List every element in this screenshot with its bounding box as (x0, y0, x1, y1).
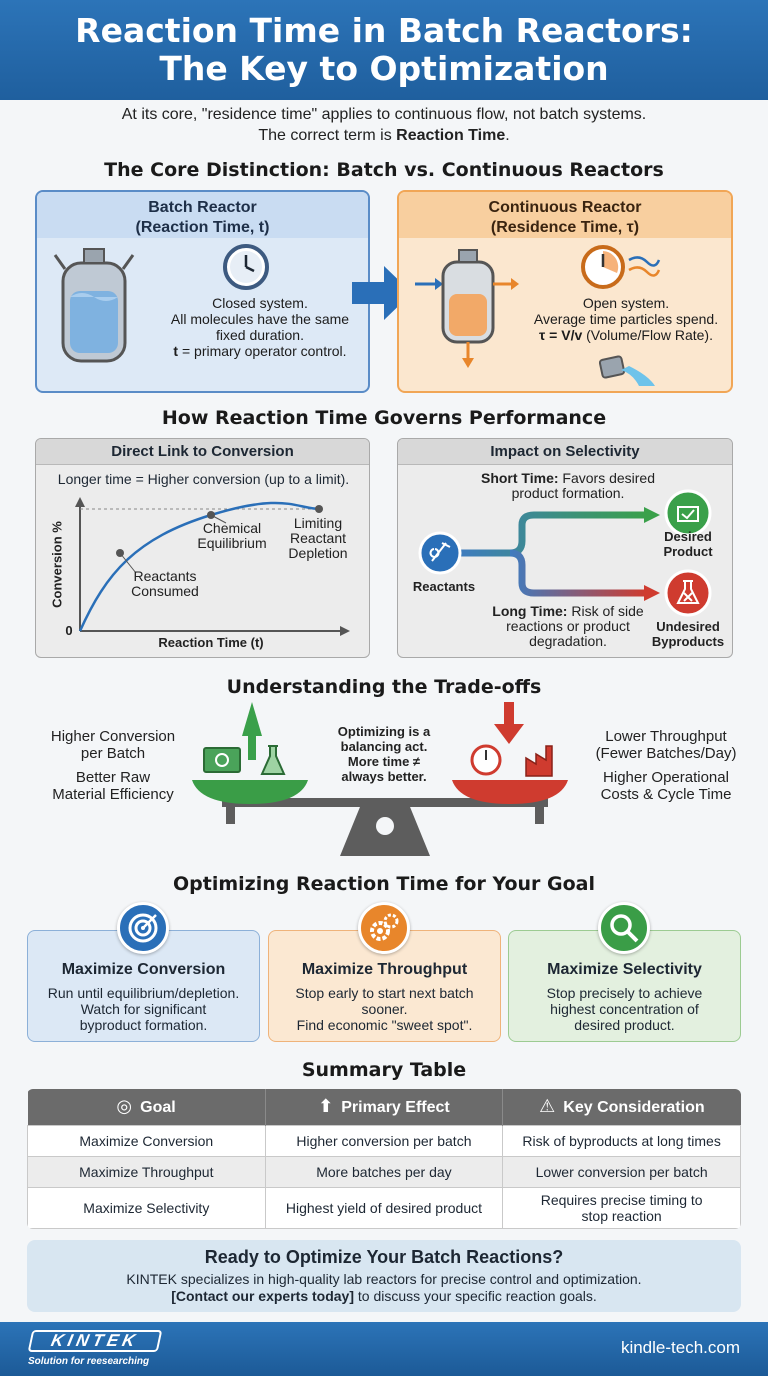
continuous-title: Continuous Reactor (488, 199, 642, 216)
continuous-description (517, 295, 733, 343)
intro-line2-bold: Reaction Time (396, 127, 506, 144)
target-icon (117, 902, 169, 954)
clock-icon (221, 242, 271, 292)
cta-description (27, 1271, 741, 1305)
magnifier-icon (598, 902, 650, 954)
cell-consideration: Lower conversion per batch (503, 1156, 741, 1187)
annotation3-line3: Depletion (288, 545, 348, 561)
page-title-line1: Reaction Time in Batch Reactors: (75, 11, 693, 50)
annotation-limiting-reactant (278, 516, 358, 561)
conversion-subtitle: Longer time = Higher conversion (up to a limit). (57, 471, 350, 487)
batch-panel-header (37, 192, 368, 238)
cta-line2-text: to discuss your specific reaction goals. (354, 1288, 597, 1304)
header-goal-label: Goal (140, 1099, 176, 1117)
intro-line1: At its core, "residence time" applies to continuous flow, not batch systems. (121, 106, 647, 123)
cost2-line2: Costs & Cycle Time (600, 786, 732, 803)
cost2-line1: Higher Operational (603, 769, 729, 786)
arrow-up-icon: ⬆ (318, 1096, 334, 1117)
goal-conversion-desc (28, 985, 259, 1033)
conversion-ylabel: Conversion % (49, 521, 65, 608)
goal-selectivity-l1: Stop precisely to achieve (546, 985, 703, 1001)
benefit2-line2: Material Efficiency (52, 786, 174, 803)
goal-selectivity-desc (509, 985, 740, 1033)
cell-consideration: Risk of byproducts at long times (503, 1125, 741, 1156)
goal-selectivity-title: Maximize Selectivity (547, 961, 702, 978)
cell-effect: More batches per day (265, 1156, 503, 1187)
intro-text (0, 104, 768, 146)
intro-line2 (0, 125, 768, 146)
long-time-line2: reactions or product (506, 618, 630, 634)
target-icon: ◎ (116, 1096, 133, 1117)
section-title-performance: How Reaction Time Governs Performance (161, 407, 607, 429)
section-title-goals: Optimizing Reaction Time for Your Goal (173, 873, 595, 895)
cost1-line1: Lower Throughput (605, 728, 727, 745)
annotation3-line2: Reactant (289, 530, 347, 546)
contact-experts-link[interactable]: [Contact our experts today] (171, 1288, 355, 1304)
conversion-xlabel: Reaction Time (t) (158, 635, 264, 650)
undesired-line1: Undesired (656, 619, 720, 634)
short-time-label: Short Time: (480, 470, 559, 486)
batch-desc-l3: fixed duration. (216, 327, 304, 343)
benefit1-line2: per Batch (80, 745, 146, 762)
batch-desc-l4 (155, 343, 365, 359)
cont-desc-l3-text: (Volume/Flow Rate). (582, 327, 713, 343)
goal-selectivity-l2: highest concentration of (550, 1001, 699, 1017)
cont-desc-l3-bold: τ = V/v (539, 327, 583, 343)
conversion-origin: 0 (65, 623, 73, 638)
long-time-text: Risk of side (567, 603, 644, 619)
continuous-panel-header (399, 192, 731, 238)
balance-line4: always better. (341, 769, 427, 784)
table-row (28, 1125, 741, 1156)
tradeoff-benefit-2 (40, 769, 186, 803)
reactants-label: Reactants (412, 579, 476, 594)
goal-throughput-desc (269, 985, 500, 1033)
goal-throughput-l3: Find economic "sweet spot". (296, 1017, 473, 1033)
tradeoff-benefit-1 (40, 728, 186, 762)
section-title-distinction: The Core Distinction: Batch vs. Continuous Reactors (104, 159, 664, 181)
page-header (0, 0, 768, 100)
goal-selectivity-l3: desired product. (574, 1017, 675, 1033)
short-time-text: Favors desired (558, 470, 655, 486)
gears-icon (358, 902, 410, 954)
long-time-line3: degradation. (529, 633, 607, 649)
annotation1-line1: Reactants (133, 568, 197, 584)
cell-goal: Maximize Throughput (28, 1156, 266, 1187)
cell-consideration: Requires precise timing to stop reaction (503, 1187, 741, 1228)
balance-line3: More time ≠ (347, 754, 421, 769)
intro-line2-suffix: . (505, 127, 510, 144)
goal-conversion-l1: Run until equilibrium/depletion. (47, 985, 240, 1001)
desired-product-label (648, 529, 728, 559)
goal-throughput-l1: Stop early to start next batch (295, 985, 474, 1001)
continuous-reactor-vessel-icon (413, 248, 523, 372)
batch-desc-l2: All molecules have the same (170, 311, 350, 327)
conversion-card (35, 438, 370, 658)
batch-desc-l4-text: = primary operator control. (178, 343, 347, 359)
summary-header-row (28, 1089, 741, 1125)
annotation2-line2: Equilibrium (197, 535, 267, 551)
batch-title: Batch Reactor (148, 199, 257, 216)
page-footer (0, 1322, 768, 1376)
pipe-outflow-icon (599, 352, 659, 392)
warning-icon: ⚠ (539, 1096, 556, 1117)
selectivity-card-title: Impact on Selectivity (398, 439, 732, 465)
goal-throughput-l2: sooner. (361, 1001, 408, 1017)
annotation-chemical-equilibrium (186, 521, 278, 551)
cta-line2 (27, 1288, 741, 1305)
selectivity-card (397, 438, 733, 658)
desired-line2: Product (663, 544, 713, 559)
batch-reactor-vessel-icon (49, 247, 139, 367)
goal-conversion-l2: Watch for significant (80, 1001, 207, 1017)
desired-line1: Desired (664, 529, 712, 544)
batch-subtitle: (Reaction Time, t) (135, 219, 270, 236)
goal-conversion-l3: byproduct formation. (79, 1017, 208, 1033)
cta-title: Ready to Optimize Your Batch Reactions? (204, 1247, 564, 1267)
cell-effect: Highest yield of desired product (265, 1187, 503, 1228)
kintek-logo[interactable]: KINTEK (28, 1330, 163, 1352)
footer-tagline: Solution for reesearching (28, 1356, 150, 1367)
intro-line2-prefix: The correct term is (258, 127, 397, 144)
batch-desc-l1: Closed system. (212, 295, 308, 311)
long-time-line1 (478, 604, 658, 619)
balance-line1: Optimizing is a (337, 724, 431, 739)
balance-line2: balancing act. (340, 739, 428, 754)
long-time-note (478, 604, 658, 649)
short-time-line2: product formation. (511, 485, 625, 501)
cont-desc-l3 (517, 327, 733, 343)
clock-flow-icon (581, 242, 661, 292)
cell-effect: Higher conversion per batch (265, 1125, 503, 1156)
page-title-line2: The Key to Optimization (159, 49, 609, 88)
annotation3-line1: Limiting (293, 515, 343, 531)
tradeoff-cost-2 (584, 769, 748, 803)
tradeoff-cost-1 (584, 728, 748, 762)
cta-line1: KINTEK specializes in high-quality lab reactors for precise control and optimization. (126, 1271, 642, 1287)
undesired-byproducts-label (644, 619, 732, 649)
annotation-reactants-consumed (120, 569, 210, 599)
cont-desc-l1: Open system. (582, 295, 670, 311)
goal-throughput-title: Maximize Throughput (301, 961, 468, 978)
continuous-subtitle: (Residence Time, τ) (490, 219, 640, 236)
benefit1-line1: Higher Conversion (50, 728, 176, 745)
header-consideration-label: Key Consideration (563, 1099, 705, 1117)
header-primary-effect (265, 1089, 503, 1125)
annotation2-line1: Chemical (202, 520, 262, 536)
cost1-line2: (Fewer Batches/Day) (595, 745, 737, 762)
annotation1-line2: Consumed (131, 583, 199, 599)
website-link[interactable]: kindle-tech.com (620, 1338, 740, 1357)
section-title-tradeoffs: Understanding the Trade-offs (226, 676, 542, 698)
section-title-summary: Summary Table (301, 1059, 467, 1081)
cell-goal: Maximize Selectivity (28, 1187, 266, 1228)
goal-conversion-title: Maximize Conversion (61, 961, 226, 978)
header-key-consideration (503, 1089, 741, 1125)
batch-desc-l4-bold: t (173, 343, 179, 359)
cta-banner (27, 1240, 741, 1312)
header-goal (28, 1089, 266, 1125)
undesired-line2: Byproducts (651, 634, 725, 649)
conversion-card-title: Direct Link to Conversion (36, 439, 369, 465)
benefit2-line1: Better Raw (75, 769, 151, 786)
balancing-note (322, 724, 446, 784)
table-row (28, 1156, 741, 1187)
header-effect-label: Primary Effect (341, 1099, 450, 1117)
continuous-reactor-panel (397, 190, 733, 393)
batch-reactor-panel (35, 190, 370, 393)
long-time-label: Long Time: (492, 603, 568, 619)
batch-description (155, 295, 365, 359)
table-row (28, 1187, 741, 1228)
summary-table (27, 1089, 741, 1229)
cell-goal: Maximize Conversion (28, 1125, 266, 1156)
cont-desc-l2: Average time particles spend. (533, 311, 719, 327)
